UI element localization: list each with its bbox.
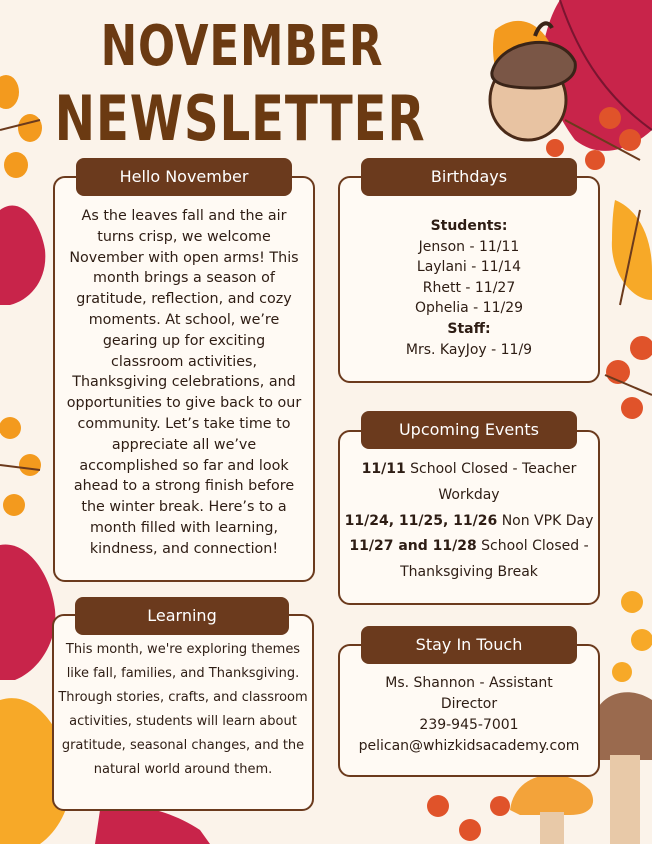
newsletter-title-line2: NEWSLETTER <box>54 82 426 155</box>
event-item <box>343 457 595 509</box>
students-label: Students: <box>430 218 508 234</box>
events-list <box>343 457 595 586</box>
event-text: School Closed - Thanksgiving Break <box>400 538 589 581</box>
upcoming-events-heading: Upcoming Events <box>361 411 577 449</box>
learning-heading: Learning <box>75 597 289 635</box>
event-text: School Closed - Teacher Workday <box>405 461 577 503</box>
birthday-entry: Ophelia - 11/29 <box>414 300 524 317</box>
newsletter-title-line1: NOVEMBER <box>100 14 384 79</box>
contact-info <box>341 673 597 757</box>
berry-branch-icon <box>612 591 652 682</box>
birthdays-heading: Birthdays <box>361 158 577 196</box>
red-leaf-icon <box>0 544 55 680</box>
contact-phone[interactable]: 239-945-7001 <box>419 717 519 733</box>
event-date: 11/27 and 11/28 <box>349 538 477 555</box>
staff-label: Staff: <box>447 320 491 337</box>
birthday-entry: Rhett - 11/27 <box>422 279 516 296</box>
event-date: 11/24, 11/25, 11/26 <box>344 512 498 529</box>
birthday-entry: Laylani - 11/14 <box>416 259 522 276</box>
yellow-leaf-icon <box>612 200 652 305</box>
berry-branch-icon <box>0 417 41 516</box>
hello-november-text: As the leaves fall and the air turns crisp, we welcome November with open arms! This month brings a season of gratitude, reflection, and cozy moments. At school, we’re gearing up for exciting classroom activities, Thanksgiving celebrations, and opportunities to give back to our community. Let’s take time to appreciate all we’ve accomplished so far and look ahead to a strong finish before the winter break. Here’s to a month filled with learning, kindness, and connection! <box>66 208 302 557</box>
berry-branch-icon <box>427 795 510 841</box>
event-text: Non VPK Day <box>497 512 594 529</box>
contact-email[interactable]: pelican@whizkidsacademy.com <box>358 738 580 754</box>
berry-branch-icon <box>605 336 652 419</box>
red-leaf-icon <box>95 806 210 844</box>
red-leaf-icon <box>0 206 45 305</box>
birthdays-list <box>345 216 593 360</box>
hello-november-heading: Hello November <box>76 158 292 196</box>
learning-text: This month, we're exploring themes like fall, families, and Thanksgiving. Through stories, crafts, and classroom activities, students will learn about gratitude, seasonal changes, and the natural world around them. <box>58 642 308 777</box>
contact-role: Director <box>440 696 498 712</box>
event-date: 11/11 <box>361 461 406 477</box>
birthday-entry: Jenson - 11/11 <box>418 238 520 255</box>
event-item <box>343 534 595 586</box>
orange-leaf-icon <box>0 75 42 178</box>
event-item <box>343 509 595 535</box>
contact-name: Ms. Shannon - Assistant <box>385 675 553 691</box>
birthday-entry: Mrs. KayJoy - 11/9 <box>405 341 533 358</box>
stay-in-touch-heading: Stay In Touch <box>361 626 577 664</box>
